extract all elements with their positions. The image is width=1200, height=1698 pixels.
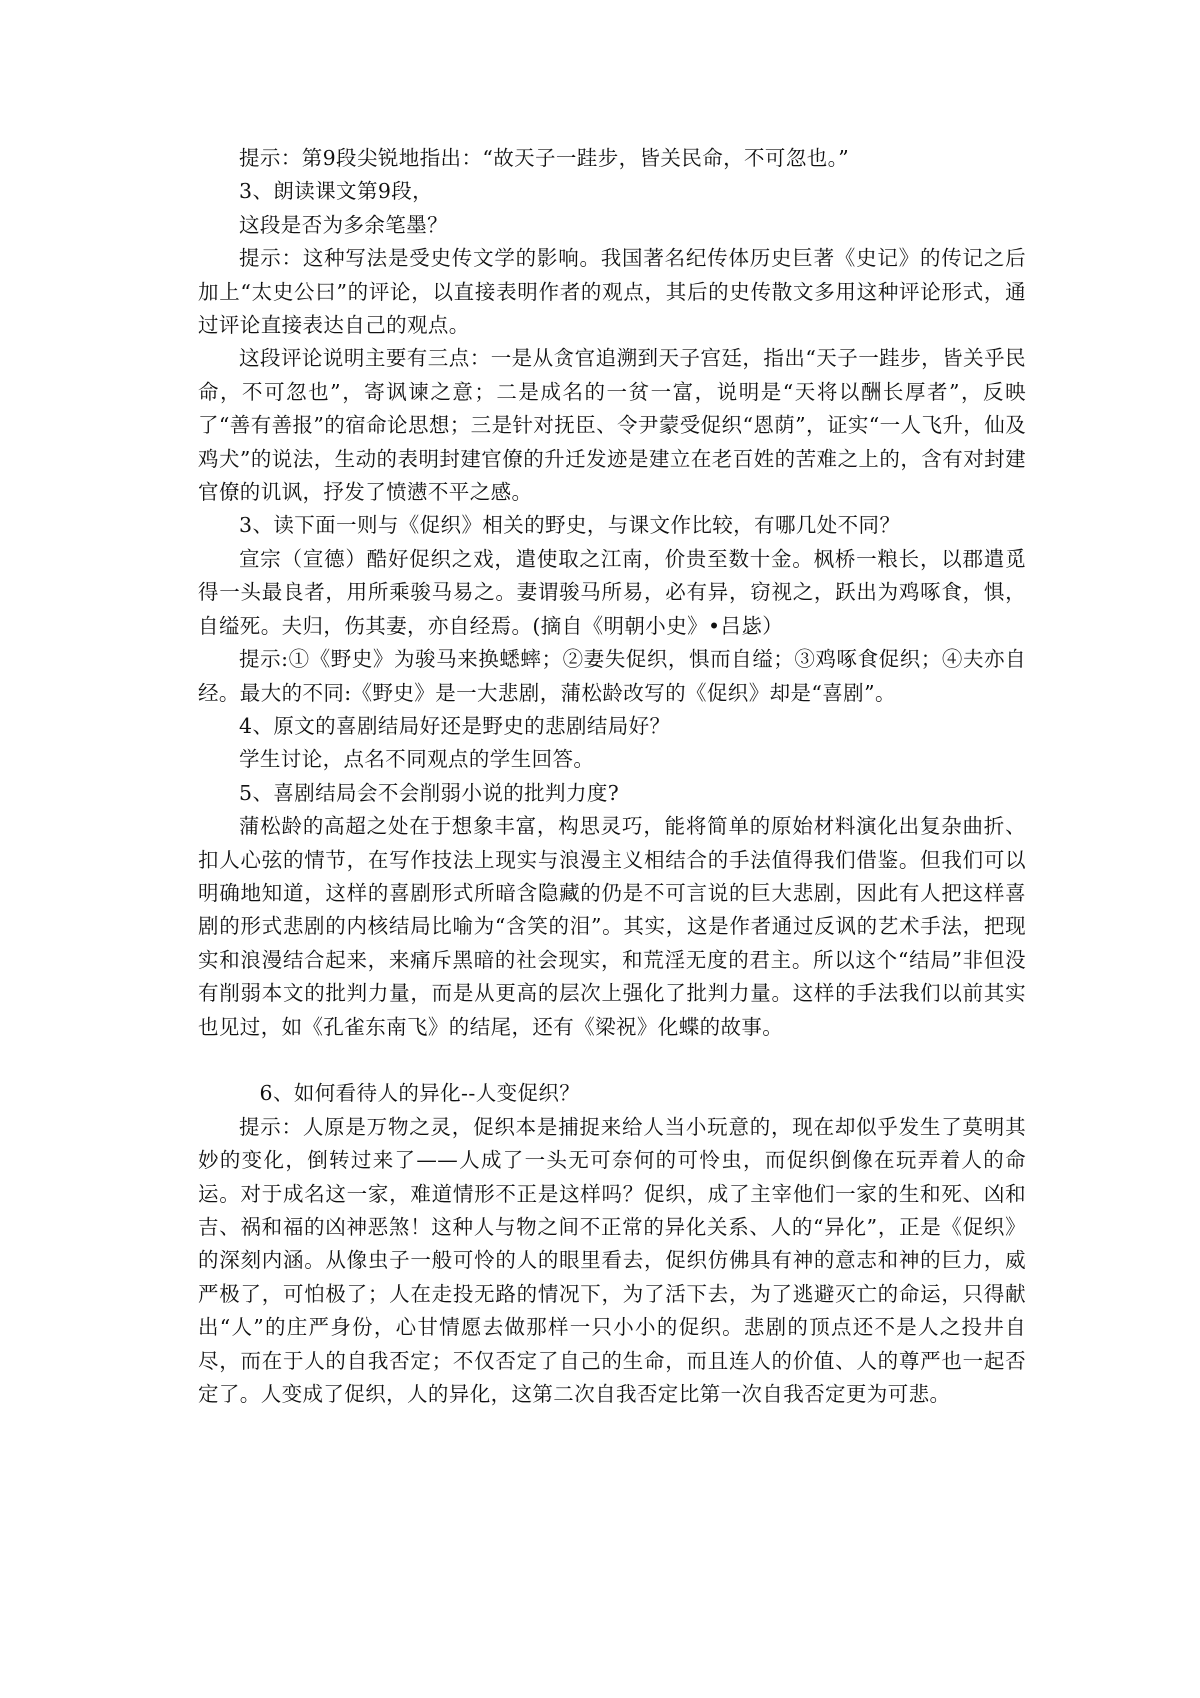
student-discussion: 学生讨论，点名不同观点的学生回答。 bbox=[239, 747, 595, 772]
unofficial-history-excerpt: 宣宗（宣德）酷好促织之戏，遣使取之江南，价贵至数十金。枫桥一粮长，以郡遣觅得一头最良者，用所乘骏马易之。妻谓骏马所易，必有异，窃视之，跃出为鸡啄食，惧，自缢死。夫归，伤其妻，亦自经焉。(摘自《明朝小史》•吕毖） bbox=[198, 546, 1026, 638]
hint-paragraph-4: 提示：人原是万物之灵，促织本是捕捉来给人当小玩意的，现在却似乎发生了莫明其妙的变化，倒转过来了——人成了一头无可奈何的可怜虫，而促织倒像在玩弄着人的命运。对于成名这一家，难道情形不正是这样吗？促织，成了主宰他们一家的生和死、凶和吉、祸和福的凶神恶煞！这种人与物之间不正常的异化关系、人的“异化”，正是《促织》的深刻内涵。从像虫子一般可怜的人的眼里看去，促织仿佛具有神的意志和神的巨力，威严极了，可怕极了；人在走投无路的情况下，为了活下去，为了逃避灭亡的命运，只得献出“人”的庄严身份，心甘情愿去做那样一只小小的促织。悲剧的顶点还不是人之投井自尽，而在于人的自我否定；不仅否定了自己的生命，而且连人的价值、人的尊严也一起否定了。人变成了促织，人的异化，这第二次自我否定比第一次自我否定更为可悲。 bbox=[198, 1114, 1026, 1407]
question-5-critique: 5、喜剧结局会不会削弱小说的批判力度? bbox=[239, 780, 620, 805]
hint-paragraph-1: 提示：第9段尖锐地指出：“故天子一跬步，皆关民命，不可忽也。” bbox=[239, 146, 850, 170]
blank-line bbox=[198, 1044, 1026, 1077]
question-6-alienation: 6、如何看待人的异化--人变促织？ bbox=[259, 1081, 581, 1106]
hint-paragraph-3: 提示:①《野史》为骏马来换蟋蟀；②妻失促织，惧而自缢；③鸡啄食促织；④夫亦自经。最大的不同:《野史》是一大悲剧，蒲松龄改写的《促织》却是“喜剧”。 bbox=[198, 647, 1026, 705]
analysis-paragraph: 蒲松龄的高超之处在于想象丰富，构思灵巧，能将简单的原始材料演化出复杂曲折、扣人心弦的情节，在写作技法上现实与浪漫主义相结合的手法值得我们借鉴。但我们可以明确地知道，这样的喜剧形式所暗含隐藏的仍是不可言说的巨大悲剧，因此有人把这样喜剧的形式悲剧的内核结局比喻为“含笑的泪”。其实，这是作者通过反讽的艺术手法，把现实和浪漫结合起来，来痛斥黑暗的社会现实，和荒淫无度的君主。所以这个“结局”非但没有削弱本文的批判力量，而是从更高的层次上强化了批判力量。这样的手法我们以前其实也见过，如《孔雀东南飞》的结尾，还有《梁祝》化蝶的故事。 bbox=[198, 814, 1026, 1039]
commentary-paragraph: 这段评论说明主要有三点：一是从贪官追溯到天子宫廷，指出“天子一跬步，皆关乎民命，不可忽也”，寄讽谏之意；二是成名的一贫一富，说明是“天将以酬长厚者”，反映了“善有善报”的宿命论思想；三是针对抚臣、令尹蒙受促织“恩荫”，证实“一人飞升，仙及鸡犬”的说法，生动的表明封建官僚的升迁发迹是建立在老百姓的苦难之上的，含有对封建官僚的讥讽，抒发了愤懑不平之感。 bbox=[198, 346, 1026, 505]
question-redundant-writing: 这段是否为多余笔墨？ bbox=[239, 212, 448, 237]
question-3-compare-history: 3、读下面一则与《促织》相关的野史，与课文作比较，有哪几处不同？ bbox=[239, 513, 901, 538]
question-3-read-paragraph-9: 3、朗读课文第9段， bbox=[239, 179, 434, 204]
hint-paragraph-2: 提示：这种写法是受史传文学的影响。我国著名纪传体历史巨著《史记》的传记之后加上“太史公曰”的评论，以直接表明作者的观点，其后的史传散文多用这种评论形式，通过评论直接表达自己的观点。 bbox=[198, 246, 1026, 338]
question-4-ending: 4、原文的喜剧结局好还是野史的悲剧结局好？ bbox=[239, 713, 671, 738]
document-body bbox=[198, 142, 1026, 1411]
